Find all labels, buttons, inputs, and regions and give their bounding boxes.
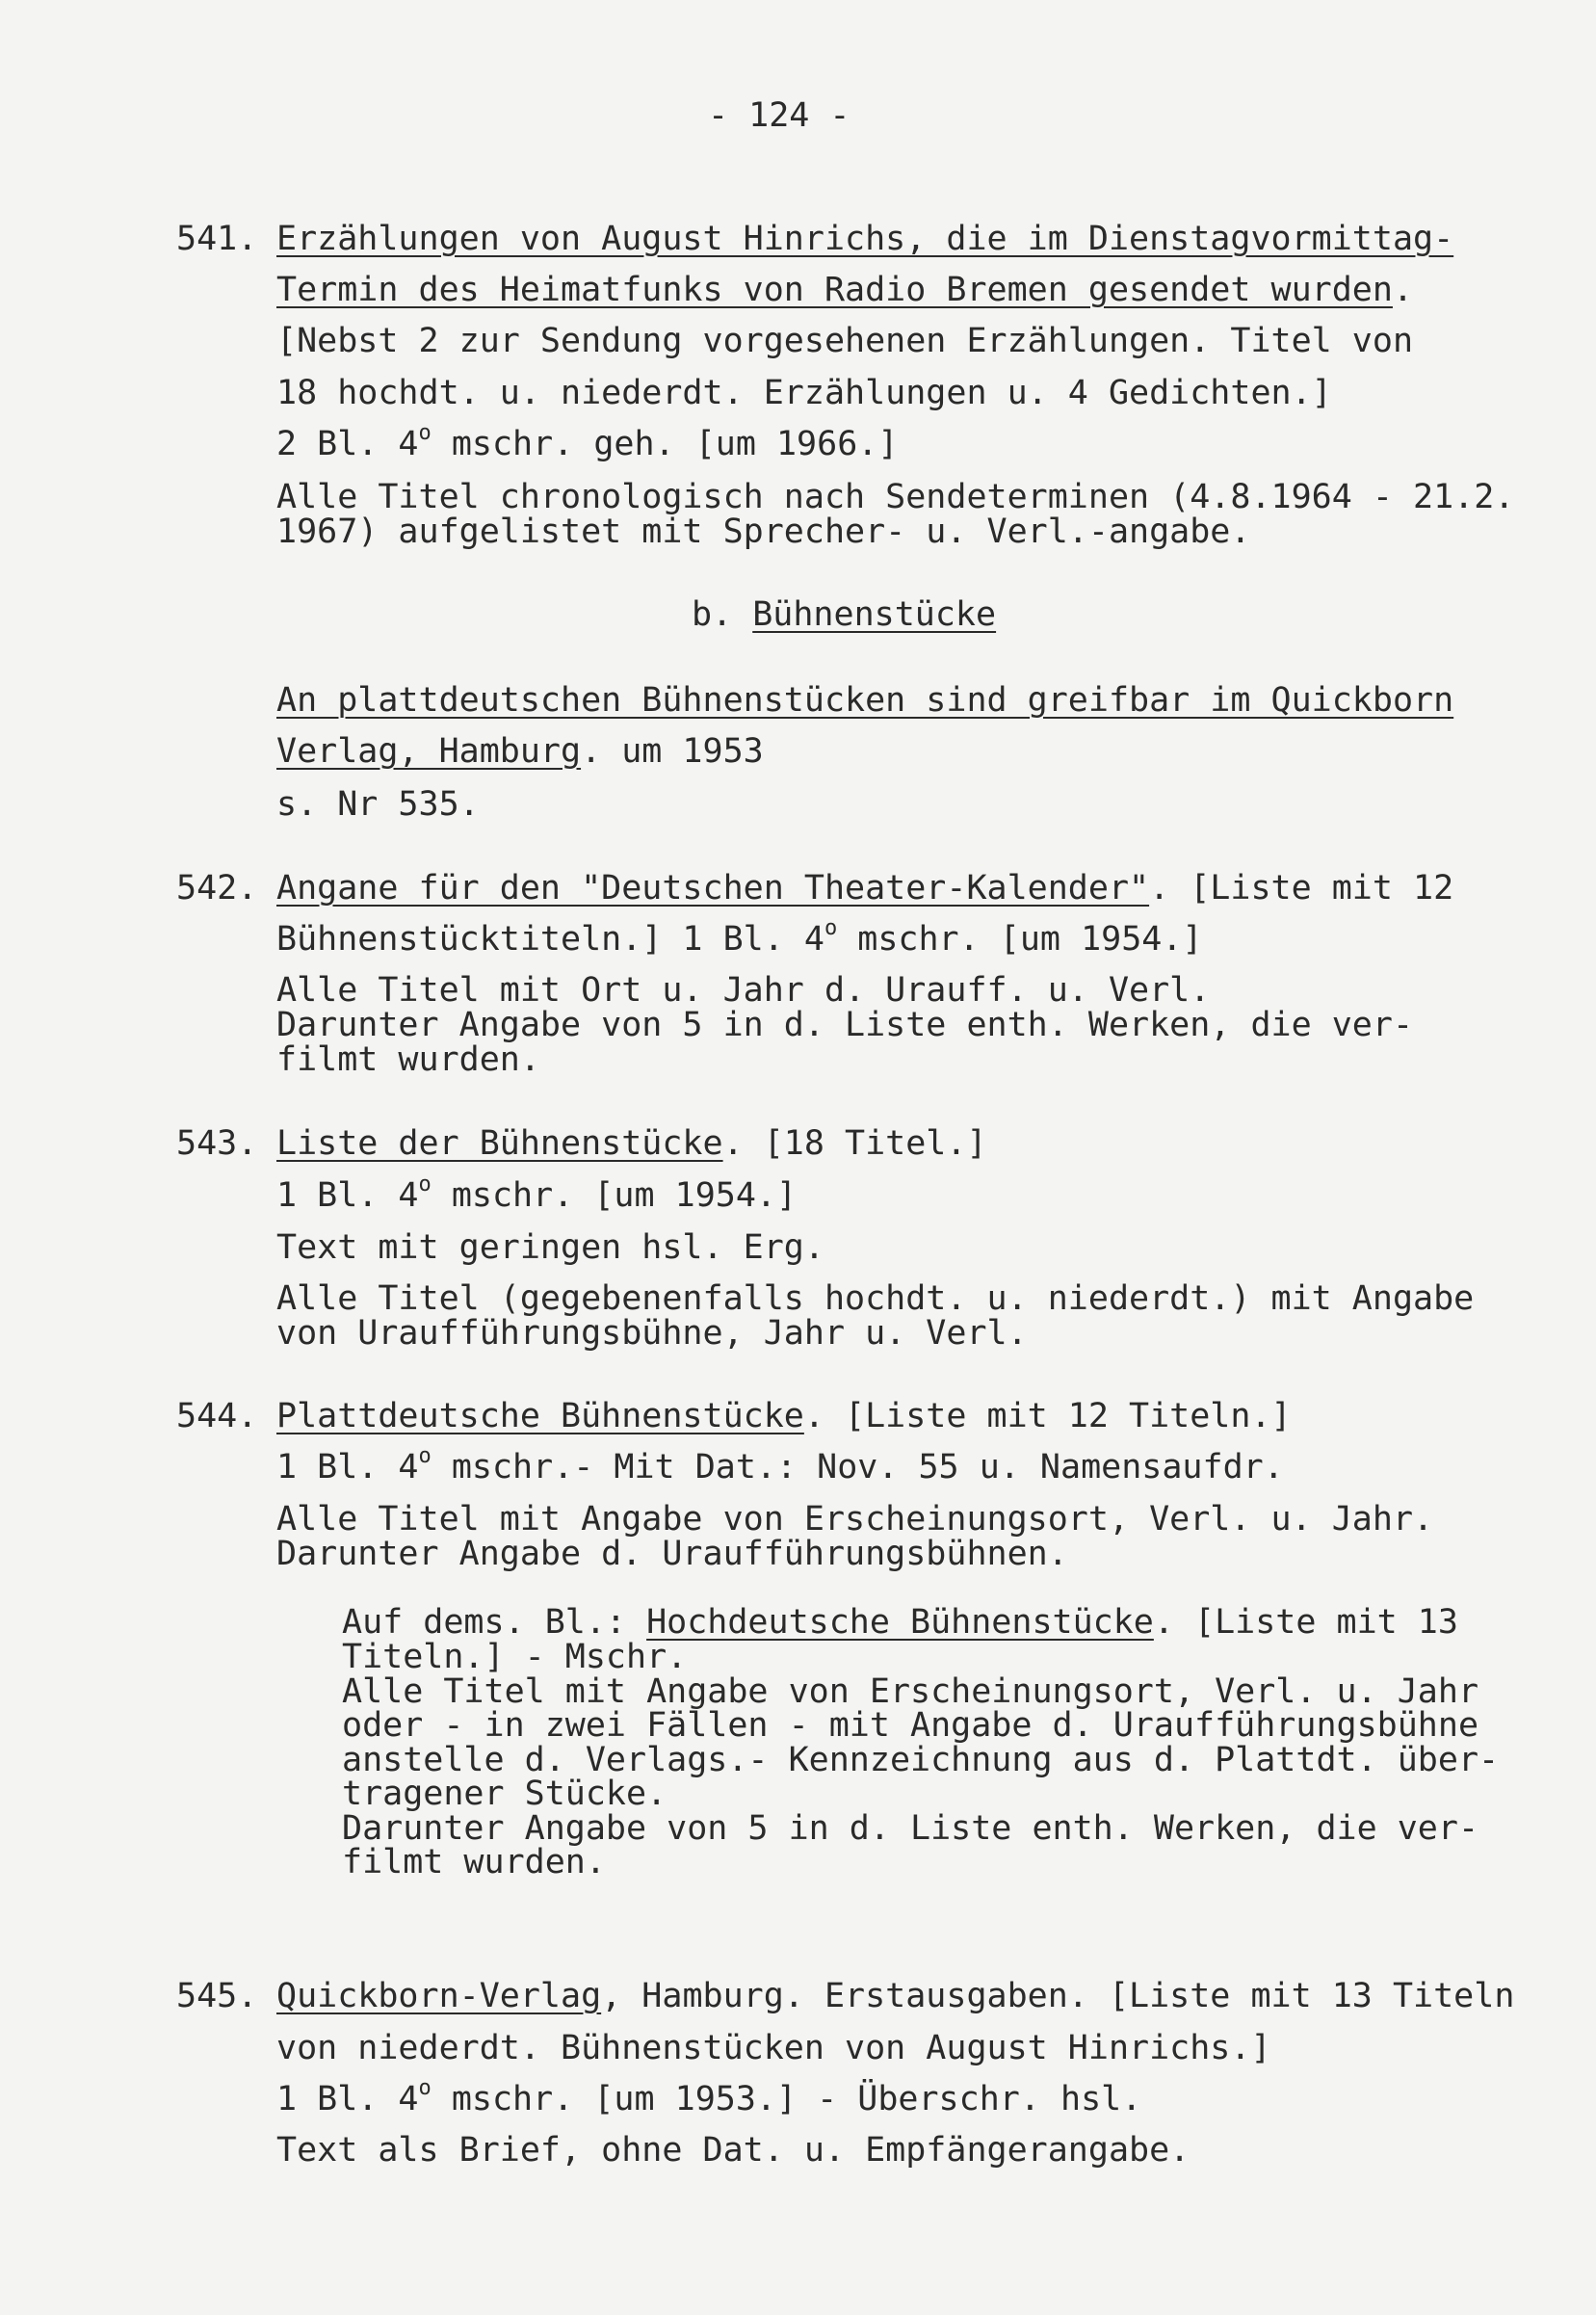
entry-542-format-b: mschr. [um 1954.] bbox=[837, 920, 1203, 959]
entry-542-format-sup: o bbox=[824, 916, 838, 940]
entry-541-line7: 1967) aufgelistet mit Sprecher- u. Verl.-angabe. bbox=[276, 513, 1251, 551]
entry-544-line1 bbox=[276, 1397, 1292, 1435]
entry-545-line1 bbox=[276, 1977, 1514, 2015]
entry-544-sub-title: Hochdeutsche Bühnenstücke bbox=[646, 1603, 1154, 1642]
page-number: - 124 - bbox=[708, 96, 850, 135]
entry-541-title-part1: Erzählungen von August Hinrichs, die im Dienstagvormittag- bbox=[276, 220, 1454, 258]
intro-line3: s. Nr 535. bbox=[276, 785, 480, 824]
entry-541-title-end: . bbox=[1392, 271, 1414, 309]
entry-543-title-rest: . [18 Titel.] bbox=[722, 1124, 987, 1163]
entry-542-title-rest: . [Liste mit 12 bbox=[1149, 869, 1454, 908]
intro-publisher: Verlag, Hamburg bbox=[276, 732, 582, 771]
entry-542-format-a: Bühnenstücktiteln.] 1 Bl. 4 bbox=[276, 920, 824, 959]
entry-541-line4: 18 hochdt. u. niederdt. Erzählungen u. 4 Gedichten.] bbox=[276, 374, 1332, 412]
entry-543-format-sup: o bbox=[418, 1172, 432, 1197]
entry-543-line5: von Uraufführungsbühne, Jahr u. Verl. bbox=[276, 1314, 1028, 1353]
entry-545-line2: von niederdt. Bühnenstücken von August Hinrichs.] bbox=[276, 2029, 1271, 2067]
entry-545-format-sup: o bbox=[418, 2076, 432, 2100]
entry-543-format-b: mschr. [um 1954.] bbox=[431, 1176, 798, 1215]
entry-543-line2 bbox=[276, 1172, 798, 1215]
entry-542-line3: Alle Titel mit Ort u. Jahr d. Urauff. u. Verl. bbox=[276, 971, 1211, 1010]
entry-541-format-b: mschr. geh. [um 1966.] bbox=[431, 425, 899, 463]
entry-543-line3: Text mit geringen hsl. Erg. bbox=[276, 1228, 824, 1267]
entry-542-title: Angane für den "Deutschen Theater-Kalender" bbox=[276, 869, 1150, 908]
entry-545-title-rest: , Hamburg. Erstausgaben. [Liste mit 13 Titeln bbox=[601, 1977, 1515, 2015]
entry-number-542: 542. bbox=[176, 869, 258, 908]
entry-545-format-a: 1 Bl. 4 bbox=[276, 2080, 419, 2118]
entry-542-line1 bbox=[276, 869, 1453, 908]
entry-541-title-part2: Termin des Heimatfunks von Radio Bremen gesendet wurden bbox=[276, 271, 1393, 309]
entry-544-sub-title-rest: . [Liste mit 13 bbox=[1153, 1603, 1458, 1642]
entry-545-line3 bbox=[276, 2076, 1142, 2118]
entry-545-line4: Text als Brief, ohne Dat. u. Empfängerangabe. bbox=[276, 2131, 1190, 2170]
intro-line1-text: An plattdeutschen Bühnenstücken sind greifbar im Quickborn bbox=[276, 681, 1454, 720]
entry-544-sub-line1 bbox=[342, 1603, 1458, 1642]
entry-number-541: 541. bbox=[176, 220, 258, 258]
entry-541-line3: [Nebst 2 zur Sendung vorgesehenen Erzählungen. Titel von bbox=[276, 322, 1414, 360]
entry-544-sub-line6: tragener Stücke. bbox=[342, 1775, 667, 1813]
entry-544-sub-line2: Titeln.] - Mschr. bbox=[342, 1638, 688, 1676]
entry-541-title-line2 bbox=[276, 271, 1413, 309]
entry-544-format-b: mschr.- Mit Dat.: Nov. 55 u. Namensaufdr. bbox=[431, 1448, 1284, 1486]
entry-544-sub-line4: oder - in zwei Fällen - mit Angabe d. Uraufführungsbühne bbox=[342, 1706, 1479, 1745]
entry-544-sub-line8: filmt wurden. bbox=[342, 1843, 606, 1881]
entry-543-format-a: 1 Bl. 4 bbox=[276, 1176, 419, 1215]
intro-date: . um 1953 bbox=[581, 732, 764, 771]
entry-541-line5 bbox=[276, 421, 899, 463]
entry-544-format-sup: o bbox=[418, 1444, 432, 1468]
entry-541-line6: Alle Titel chronologisch nach Sendeterminen (4.8.1964 - 21.2. bbox=[276, 478, 1515, 516]
entry-544-format-a: 1 Bl. 4 bbox=[276, 1448, 419, 1486]
intro-line2 bbox=[276, 732, 764, 771]
entry-number-544: 544. bbox=[176, 1397, 258, 1435]
entry-number-543: 543. bbox=[176, 1124, 258, 1163]
entry-544-line4: Darunter Angabe d. Uraufführungsbühnen. bbox=[276, 1535, 1068, 1573]
entry-542-line4: Darunter Angabe von 5 in d. Liste enth. Werken, die ver- bbox=[276, 1006, 1414, 1044]
section-prefix: b. bbox=[692, 595, 753, 634]
entry-542-line2 bbox=[276, 916, 1203, 959]
entry-542-line5: filmt wurden. bbox=[276, 1040, 540, 1079]
entry-number-545: 545. bbox=[176, 1977, 258, 2015]
entry-544-sub-line7: Darunter Angabe von 5 in d. Liste enth. Werken, die ver- bbox=[342, 1809, 1479, 1848]
entry-543-title: Liste der Bühnenstücke bbox=[276, 1124, 723, 1163]
entry-544-sub-line5: anstelle d. Verlags.- Kennzeichnung aus d. Plattdt. über- bbox=[342, 1741, 1500, 1779]
entry-544-sub-prefix: Auf dems. Bl.: bbox=[342, 1603, 647, 1642]
intro-line1 bbox=[276, 681, 1453, 720]
entry-544-line3: Alle Titel mit Angabe von Erscheinungsort, Verl. u. Jahr. bbox=[276, 1500, 1434, 1539]
entry-545-title: Quickborn-Verlag bbox=[276, 1977, 602, 2015]
entry-544-title: Plattdeutsche Bühnenstücke bbox=[276, 1397, 804, 1435]
section-heading bbox=[692, 595, 996, 634]
entry-544-sub-line3: Alle Titel mit Angabe von Erscheinungsort, Verl. u. Jahr bbox=[342, 1672, 1479, 1711]
entry-545-format-b: mschr. [um 1953.] - Überschr. hsl. bbox=[431, 2080, 1142, 2118]
entry-541-format-sup: o bbox=[418, 421, 432, 445]
entry-544-line2 bbox=[276, 1444, 1284, 1486]
entry-543-line1 bbox=[276, 1124, 987, 1163]
entry-541-title-line1 bbox=[276, 220, 1453, 258]
section-title: Bühnenstücke bbox=[752, 595, 997, 634]
entry-543-line4: Alle Titel (gegebenenfalls hochdt. u. niederdt.) mit Angabe bbox=[276, 1279, 1475, 1318]
entry-544-title-rest: . [Liste mit 12 Titeln.] bbox=[803, 1397, 1292, 1435]
entry-541-format-a: 2 Bl. 4 bbox=[276, 425, 419, 463]
